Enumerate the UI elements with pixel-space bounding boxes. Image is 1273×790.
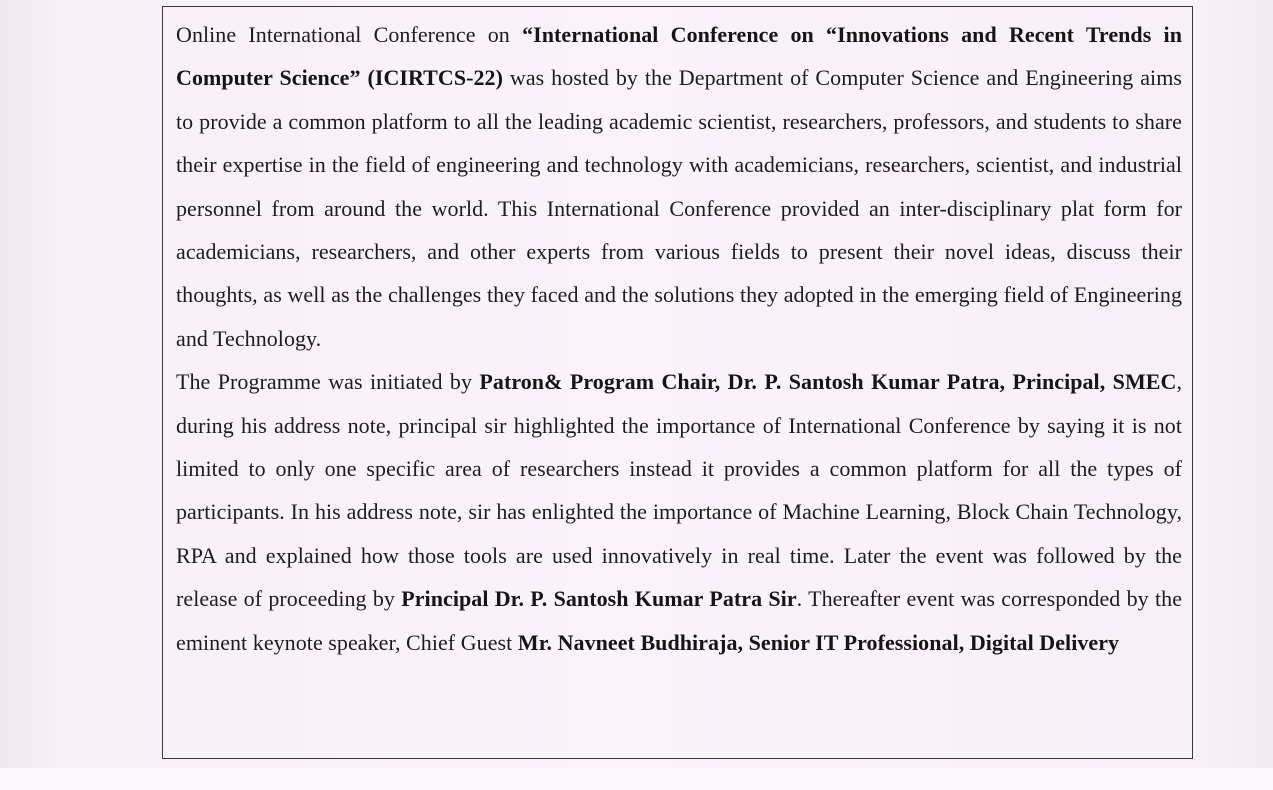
conference-description: was hosted by the Department of Computer Science and Engineering aims to provide a common platform to all the leading academic scientist, researchers, professors, and students to share their expertise in the field of engineering and technology with academicians, researchers, scientist, and industrial personnel from around the world. This International Conference provided an inter-disciplinary plat form for academicians, researchers, and other experts from various fields to present their novel ideas, discuss their thoughts, as well as the challenges they faced and the solutions they adopted in the emerging field of Engineering and Technology. — [176, 65, 1182, 351]
principal-name: Principal Dr. P. Santosh Kumar Patra Sir — [401, 586, 797, 612]
patron-name: Patron& Program Chair, Dr. P. Santosh Kumar Patra, Principal, SMEC — [479, 369, 1177, 395]
address-note-text: , during his address note, principal sir highlighted the importance of International Conference by saying it is not limited to only one specific area of researchers instead it provides a common platform for all the types of participants. In his address note, sir has enlighted the importance of Machine Learning, Block Chain Technology, RPA and explained how those tools are used innovatively in real time. Later the event was followed by the release of proceeding by — [176, 369, 1182, 612]
chief-guest-name: Mr. Navneet Budhiraja, Senior IT Professional, Digital Delivery — [517, 629, 1120, 655]
page-bottom-margin — [0, 768, 1273, 790]
intro-text: Online International Conference on — [176, 22, 523, 47]
conference-title: “International Conference on “Innovations and Recent Trends in Computer Science” — [176, 22, 1182, 91]
programme-paragraph — [176, 360, 1182, 664]
conference-code: (ICIRTCS-22) — [367, 65, 503, 91]
keynote-text: . Thereafter event was corresponded by the eminent keynote speaker, Chief Guest — [176, 586, 1183, 655]
report-body — [176, 13, 1182, 664]
conference-intro-paragraph — [176, 13, 1182, 360]
report-text-box — [162, 6, 1193, 759]
programme-intro-text: The Programme was initiated by — [176, 369, 480, 395]
